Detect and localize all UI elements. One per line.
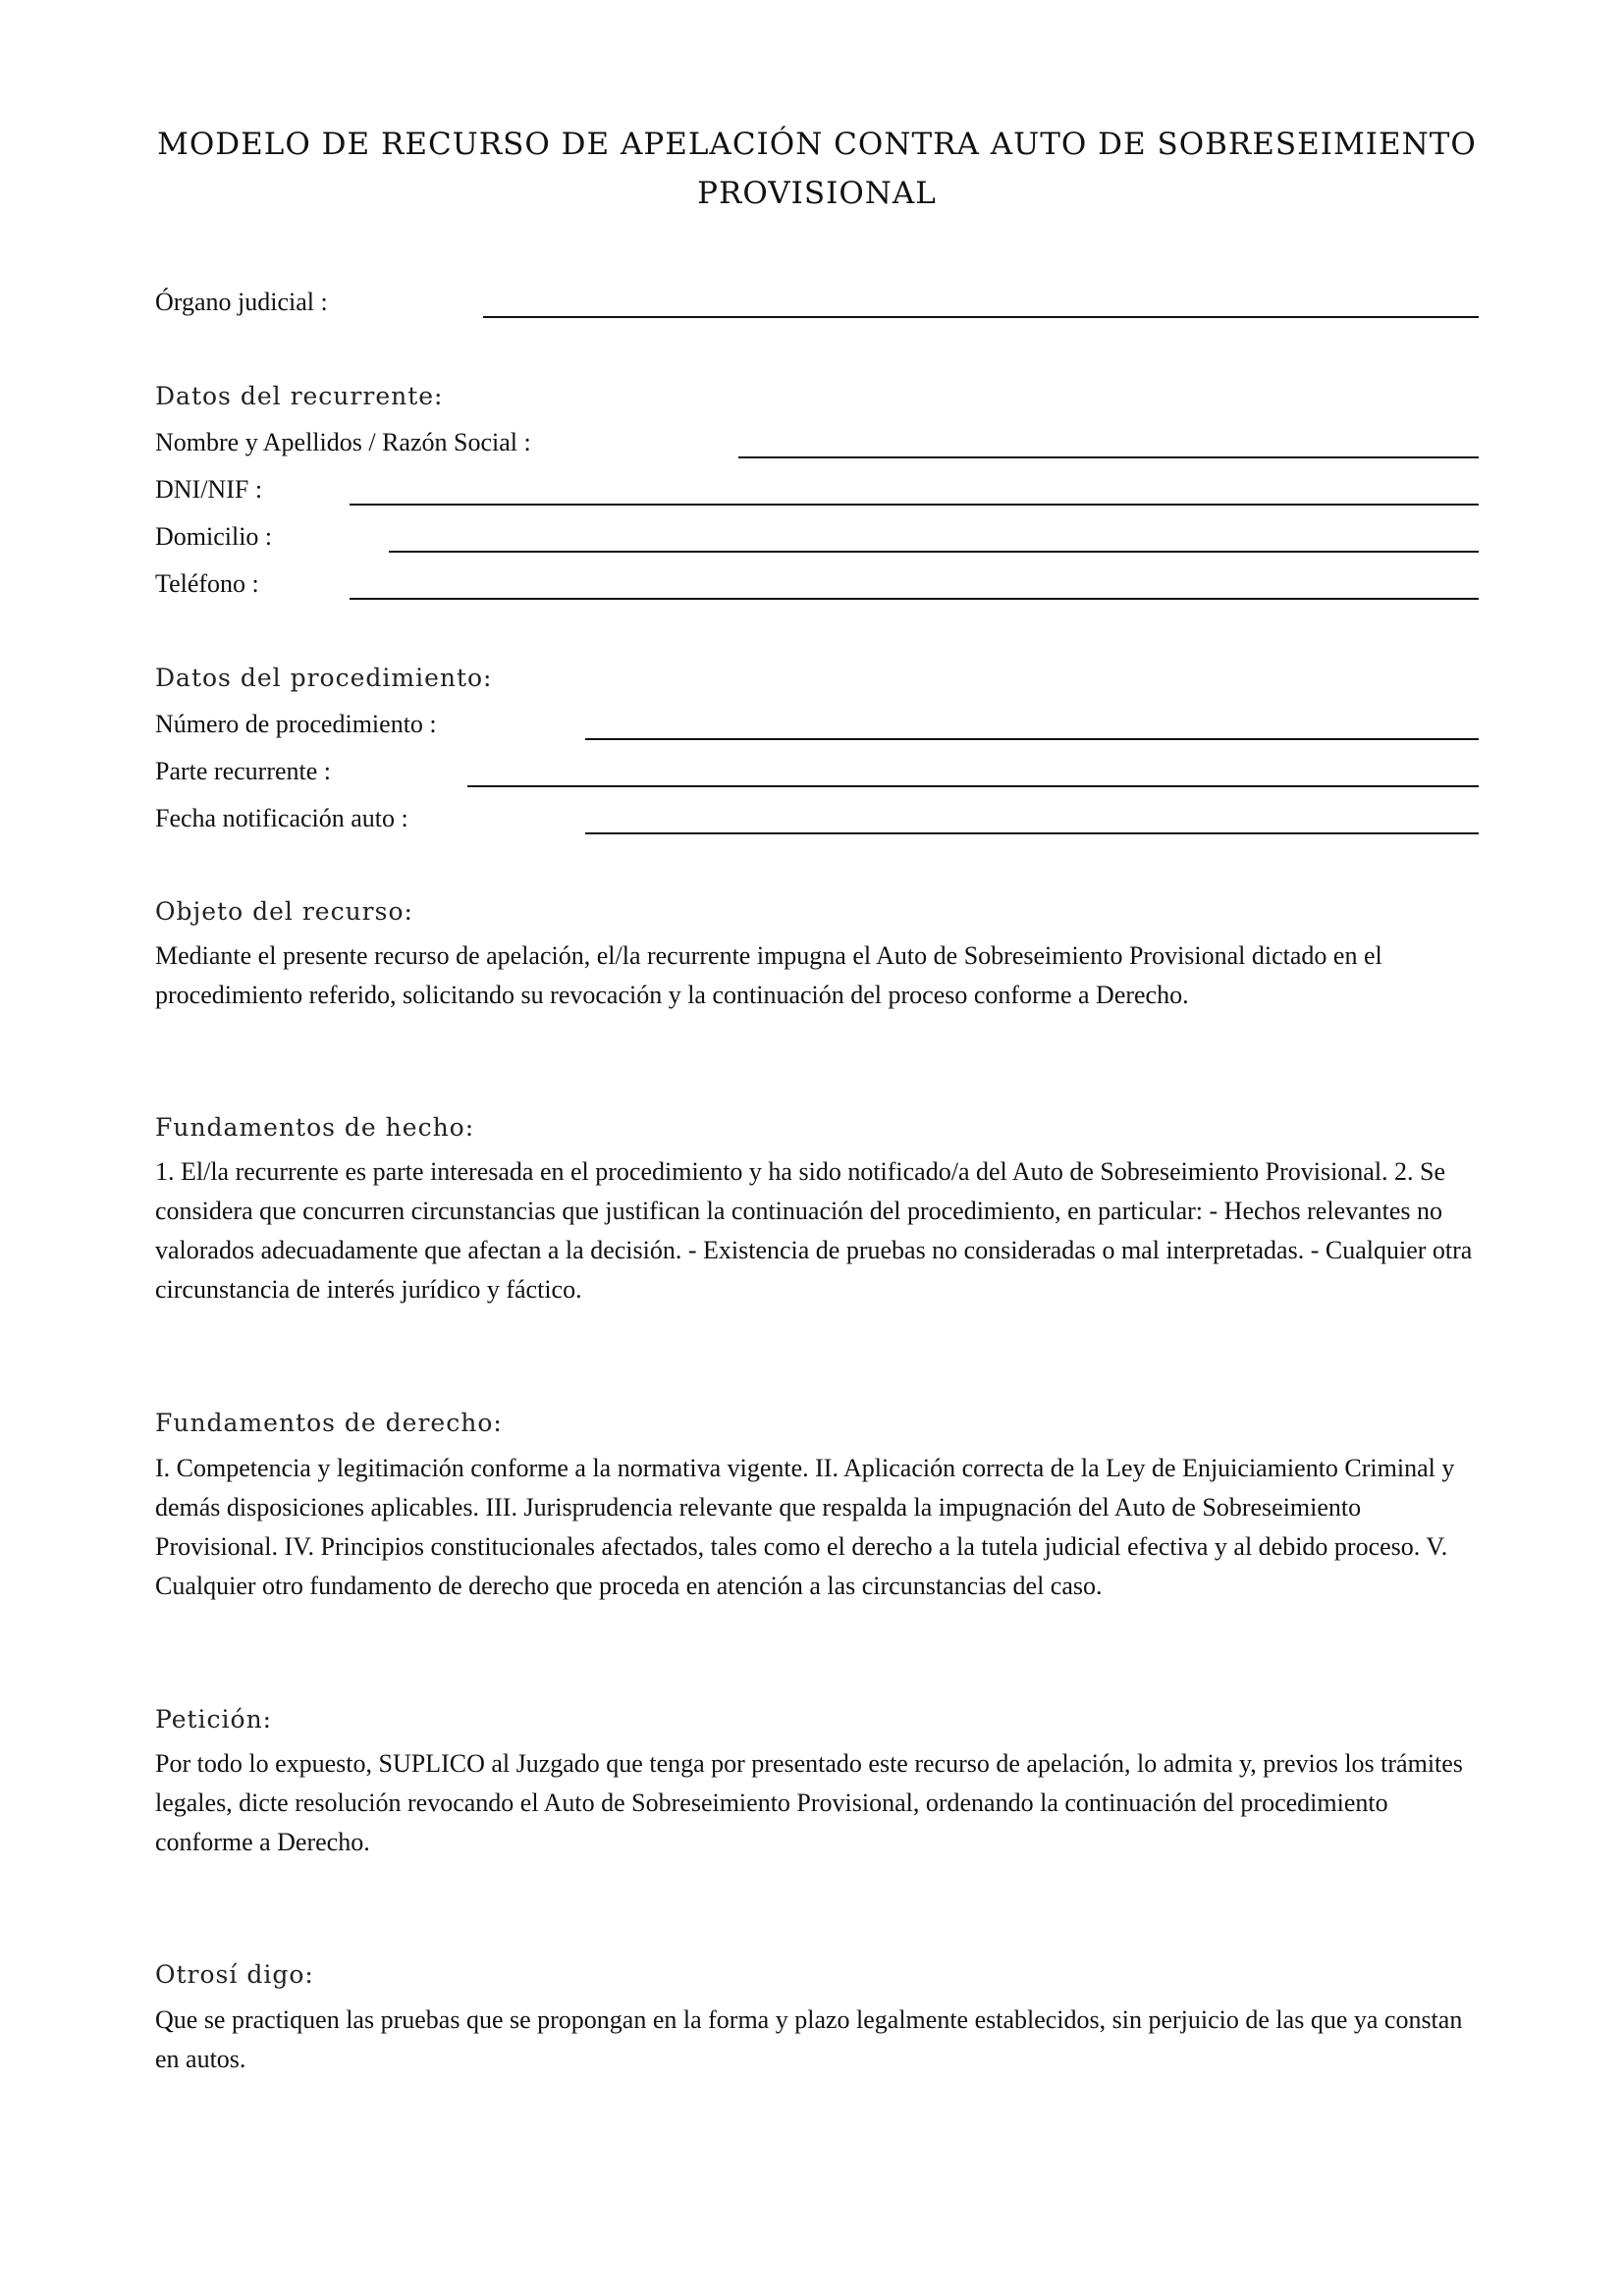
hechos-heading: Fundamentos de hecho: — [155, 1113, 475, 1142]
document-page — [155, 0, 1479, 2296]
otrosi-text: Que se practiquen las pruebas que se propongan en la forma y plazo legalmente establecidos, sin perjuicio de las que ya constan en autos. — [155, 2005, 1463, 2073]
nombre-blank[interactable] — [738, 456, 1479, 458]
hechos-text: 1. El/la recurrente es parte interesada en el procedimiento y ha sido notificado/a del Auto de Sobreseimiento Provisional. 2. Se considera que concurren circunstancias que justifican la continuación del procedimiento, en particular: - Hechos relevantes no valorados adecuadamente que afectan a la decisión. - Existencia de pruebas no consideradas o mal interpretadas. - Cualquier otra circunstancia de interés jurídico y fáctico. — [155, 1157, 1473, 1304]
fecha-notificacion-field — [155, 801, 1479, 840]
parte-recurrente-label: Parte recurrente : — [155, 757, 332, 785]
domicilio-blank[interactable] — [389, 551, 1479, 553]
telefono-blank[interactable] — [350, 598, 1479, 600]
derecho-text: I. Competencia y legitimación conforme a la normativa vigente. II. Aplicación correcta de la Ley de Enjuiciamiento Criminal y demás disposiciones aplicables. III. Jurisprudencia relevante que respalda la impugnación del Auto de Sobreseimiento Provisional. IV. Principios constitucionales afectados, tales como el derecho a la tutela judicial efectiva y al debido proceso. V. Cualquier otro fundamento de derecho que proceda en atención a las circunstancias del caso. — [155, 1454, 1455, 1600]
organo-judicial-field — [155, 285, 1479, 324]
nombre-label: Nombre y Apellidos / Razón Social : — [155, 428, 531, 456]
recurrente-heading: Datos del recurrente: — [155, 382, 444, 410]
dni-blank[interactable] — [350, 504, 1479, 506]
organo-judicial-label: Órgano judicial : — [155, 288, 328, 316]
objeto-heading: Objeto del recurso: — [155, 897, 413, 926]
dni-label: DNI/NIF : — [155, 475, 263, 504]
fecha-notificacion-label: Fecha notificación auto : — [155, 804, 408, 832]
parte-recurrente-field — [155, 754, 1479, 793]
domicilio-label: Domicilio : — [155, 522, 273, 551]
domicilio-field — [155, 519, 1479, 559]
numero-procedimiento-blank[interactable] — [585, 738, 1479, 740]
peticion-text: Por todo lo expuesto, SUPLICO al Juzgado que tenga por presentado este recurso de apelación, lo admita y, previos los trámites legales, dicte resolución revocando el Auto de Sobreseimiento Provisional, ordenando la continuación del procedimiento conforme a Derecho. — [155, 1749, 1463, 1856]
nombre-field — [155, 425, 1479, 464]
derecho-heading: Fundamentos de derecho: — [155, 1409, 503, 1437]
telefono-field — [155, 566, 1479, 606]
organo-judicial-blank[interactable] — [483, 316, 1479, 318]
telefono-label: Teléfono : — [155, 569, 259, 598]
fecha-notificacion-blank[interactable] — [585, 832, 1479, 834]
procedimiento-heading: Datos del procedimiento: — [155, 664, 493, 692]
numero-procedimiento-label: Número de procedimiento : — [155, 710, 437, 738]
objeto-text: Mediante el presente recurso de apelación, el/la recurrente impugna el Auto de Sobreseimiento Provisional dictado en el procedimiento referido, solicitando su revocación y la continuación del proceso conforme a Derecho. — [155, 941, 1382, 1009]
dni-field — [155, 472, 1479, 511]
parte-recurrente-blank[interactable] — [467, 785, 1479, 787]
otrosi-heading: Otrosí digo: — [155, 1960, 314, 1989]
peticion-heading: Petición: — [155, 1705, 273, 1734]
document-title: MODELO DE RECURSO DE APELACIÓN CONTRA AUTO DE SOBRESEIMIENTO PROVISIONAL — [157, 127, 1477, 211]
numero-procedimiento-field — [155, 707, 1479, 746]
